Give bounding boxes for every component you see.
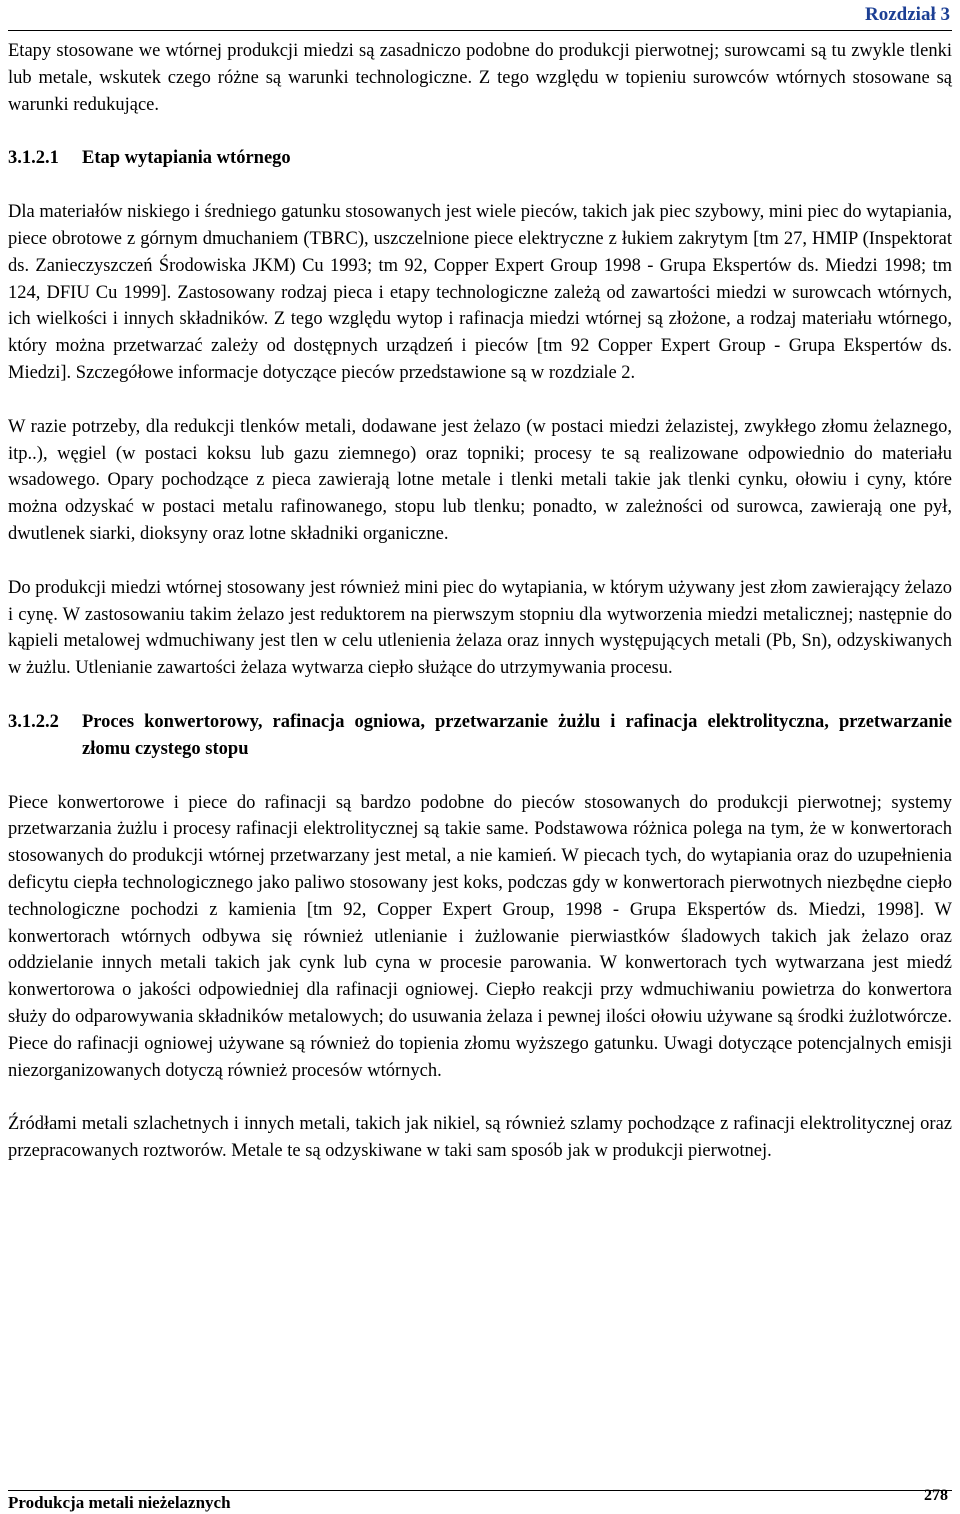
paragraph: Dla materiałów niskiego i średniego gatunku stosowanych jest wiele pieców, takich jak piec szybowy, mini piec do wytapiania, piece obrotowe z górnym dmuchaniem (TBRC), uszczelnione piece elektryczne z łukiem zakrytym [tm 27, HMIP (Inspektorat ds. Zanieczyszczeń Środowiska JKM) Cu 1993; tm 92, Copper Expert Group 1998 - Grupa Ekspertów ds. Miedzi 1998; tm 124, DFIU Cu 1999]. Zastosowany rodzaj pieca i etapy technologiczne zależą od zawartości miedzi w surowcach wtórnych, ich wielkości i innych składników. Z tego względu wytop i rafinacja miedzi wtórnej są złożone, a rodzaj materiału wtórnego, który można przetwarzać zależy od dostępnych urządzeń i pieców [tm 92 Copper Expert Group - Grupa Ekspertów ds. Miedzi]. Szczegółowe informacje dotyczące pieców przedstawione są w rozdziale 2. bbox=[8, 202, 952, 383]
document-title: Produkcja metali nieżelaznych bbox=[8, 1493, 231, 1512]
section-heading-3-1-2-1 bbox=[8, 145, 952, 172]
page-footer bbox=[8, 1487, 952, 1512]
section-heading-3-1-2-2 bbox=[8, 709, 952, 763]
section-number: 3.1.2.2 bbox=[8, 711, 59, 732]
paragraph: Piece konwertorowe i piece do rafinacji są bardzo podobne do pieców stosowanych do produkcji pierwotnej; systemy przetwarzania żużlu i procesy rafinacji elektrolitycznej są takie same. Podstawowa różnica polega na tym, że w konwertorach stosowanych do produkcji wtórnej przetwarzany jest metal, a nie kamień. W piecach tych, do wytapiania oraz do uzupełnienia deficytu ciepła technologicznego jako paliwo stosowany jest koks, podczas gdy w konwertorach pierwotnych niezbędne ciepło technologiczne pochodzi z kamienia [tm 92, Copper Expert Group, 1998 - Grupa Ekspertów ds. Miedzi, 1998]. W konwertorach wtórnych odbywa się również utlenianie i żużlowanie pierwiastków śladowych takich jak żelazo oraz oddzielanie innych metali takich jak cynk lub cyna w procesie parowania. W konwertorach tych wytwarzana jest miedź konwertorowa o jakości odpowiedniej dla rafinacji ogniowej. Ciepło reakcji przy wdmuchiwaniu powietrza do konwertora służy do odparowywania składników metalowych; do usuwania żelaza i pewnej ilości ołowiu używane są środki żużlotwórcze. Piece do rafinacji ogniowej używane są również do topienia złomu wyższego gatunku. Uwagi dotyczące potencjalnych emisji niezorganizowanych dotyczą również procesów wtórnych. bbox=[8, 792, 952, 1081]
section-number: 3.1.2.1 bbox=[8, 148, 59, 169]
paragraph: Źródłami metali szlachetnych i innych metali, takich jak nikiel, są również szlamy pochodzące z rafinacji elektrolitycznej oraz przepracowanych roztworów. Metale te są odzyskiwane w taki sam sposób jak w produkcji pierwotnej. bbox=[8, 1114, 952, 1162]
page-number: 278 bbox=[924, 1487, 948, 1504]
page-content bbox=[8, 38, 952, 1165]
chapter-label: Rozdział 3 bbox=[865, 4, 950, 25]
section-title: Etap wytapiania wtórnego bbox=[82, 148, 291, 169]
paragraph: W razie potrzeby, dla redukcji tlenków metali, dodawane jest żelazo (w postaci miedzi żelazistej, zwykłego złomu żelaznego, itp..), węgiel (w postaci koksu lub gazu ziemnego) oraz topniki; procesy te są realizowane odpowiednio do materiału wsadowego. Opary pochodzące z pieca zawierają lotne metale i tlenki metali takie jak tlenki cynku, ołowiu i cyny, które można odzyskać w postaci metalu rafinowanego, stopu lub tlenku; ponadto, w zależności od surowca, zawierają one pył, dwutlenek siarki, dioksyny oraz lotne składniki organiczne. bbox=[8, 416, 952, 544]
page-header bbox=[8, 0, 952, 31]
paragraph: Do produkcji miedzi wtórnej stosowany jest również mini piec do wytapiania, w którym używany jest złom zawierający żelazo i cynę. W zastosowaniu takim żelazo jest reduktorem na pierwszym stopniu dla wytworzenia miedzi metalicznej; następnie do kąpieli metalowej wdmuchiwany jest tlen w celu utlenienia żelaza oraz innych występujących metali (Pb, Sn), odzyskiwanych w żużlu. Utlenianie zawartości żelaza wytwarza ciepło służące do utrzymywania procesu. bbox=[8, 577, 952, 679]
section-title: Proces konwertorowy, rafinacja ogniowa, przetwarzanie żużlu i rafinacja elektrolityczna, przetwarzanie złomu czystego stopu bbox=[82, 711, 952, 759]
intro-paragraph: Etapy stosowane we wtórnej produkcji miedzi są zasadniczo podobne do produkcji pierwotnej; surowcami są tu zwykle tlenki lub metale, wskutek czego różne są warunki technologiczne. Z tego względu w topieniu surowców wtórnych stosowane są warunki redukujące. bbox=[8, 41, 952, 115]
